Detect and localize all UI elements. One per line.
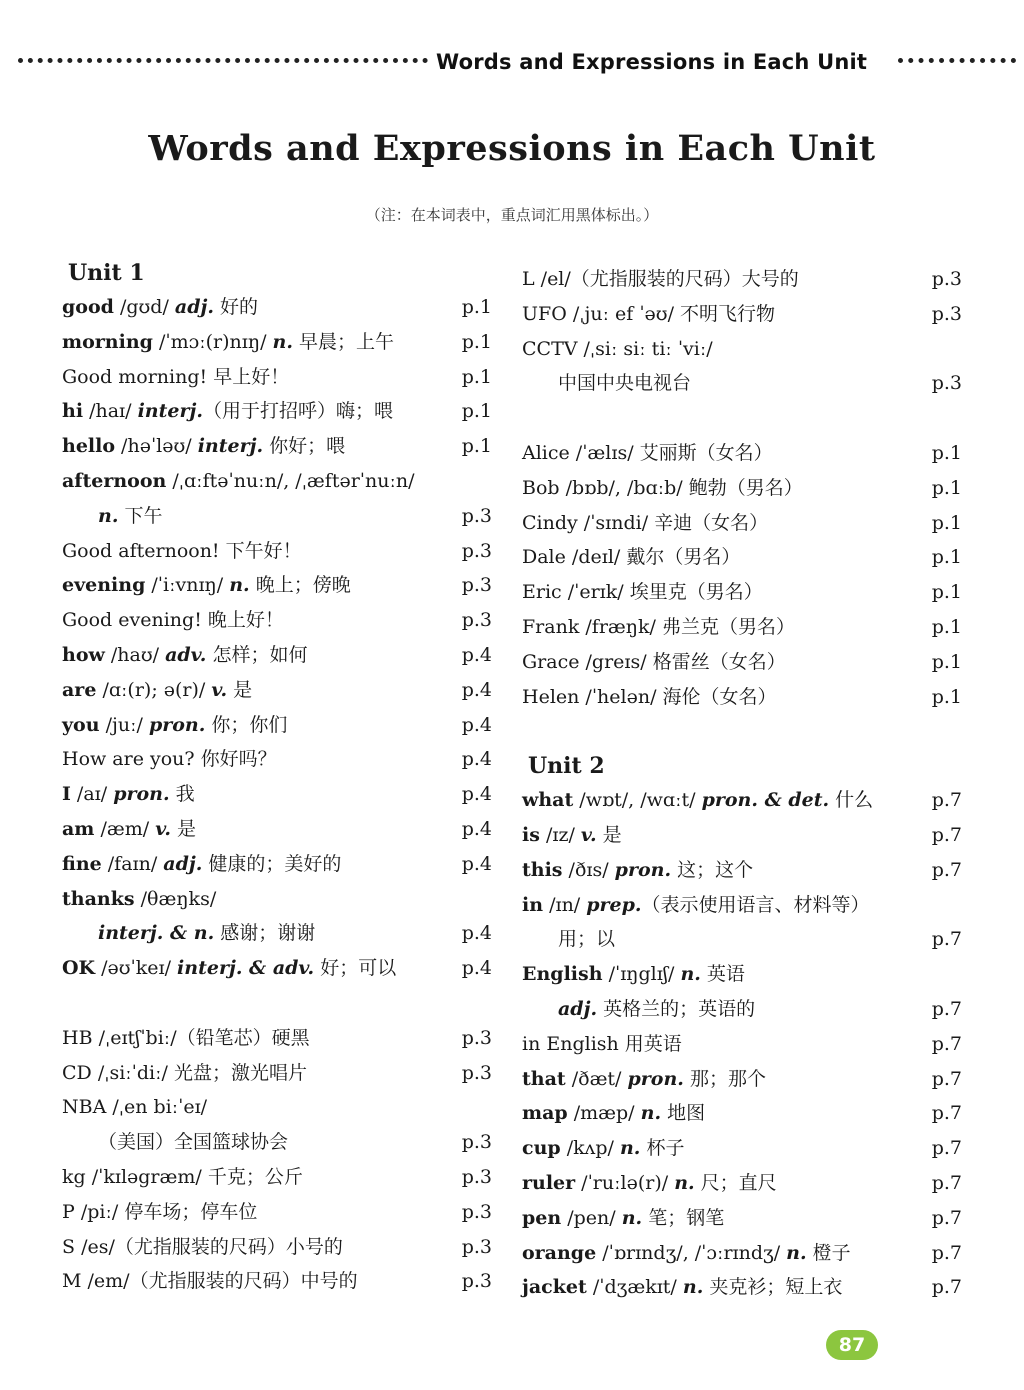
phonetic: /ˌen biːˈeɪ/	[106, 1096, 208, 1119]
page-ref: p.1	[931, 615, 962, 638]
vocab-entry	[62, 394, 492, 429]
vocab-entry	[62, 708, 492, 743]
part-of-speech: pron.	[627, 1067, 684, 1090]
page-ref: p.7	[931, 1032, 962, 1055]
vocab-entry	[522, 262, 962, 297]
page-ref: p.4	[461, 748, 492, 771]
vocab-entry	[522, 853, 962, 888]
headword: in	[522, 893, 544, 916]
vocab-entry	[522, 506, 962, 541]
headword: good	[62, 296, 114, 318]
headword: evening	[62, 574, 146, 597]
headword: Dale	[522, 546, 566, 569]
header-dots-right	[898, 58, 1016, 69]
page-ref: p.1	[931, 650, 962, 673]
vocab-entry	[62, 1230, 492, 1265]
page-ref: p.3	[461, 1131, 492, 1154]
headword: in English	[522, 1032, 619, 1055]
phonetic: /faɪn/	[101, 852, 164, 875]
chinese-meaning: 晚上；傍晚	[249, 574, 351, 597]
headword: Cindy	[522, 511, 578, 534]
part-of-speech: n.	[680, 963, 701, 986]
headword: Grace	[522, 650, 580, 673]
chinese-meaning: 这；这个	[671, 858, 754, 881]
vocab-entry	[62, 568, 492, 603]
page-ref: p.1	[931, 685, 962, 708]
chinese-meaning: 橙子	[806, 1241, 851, 1264]
chinese-meaning: （用于打招呼）嗨；喂	[202, 400, 393, 423]
chinese-meaning: 格雷丝（女名）	[652, 650, 786, 673]
chinese-meaning: （铅笔芯）硬黑	[176, 1026, 310, 1049]
chinese-meaning: 光盘；激光唱片	[173, 1061, 307, 1084]
vocab-entry	[62, 290, 492, 325]
vocab-entry	[522, 1096, 962, 1131]
part-of-speech: n.	[682, 1276, 704, 1299]
page-ref: p.1	[931, 546, 962, 569]
vocab-entry	[62, 360, 492, 395]
part-of-speech: n.	[619, 1137, 641, 1160]
phonetic: /ˈiːvnɪŋ/	[145, 574, 230, 597]
chinese-meaning: 辛迪（女名）	[654, 511, 769, 534]
vocab-entry	[522, 1166, 962, 1201]
unit-heading: Unit 2	[528, 753, 605, 780]
part-of-speech: n.	[621, 1206, 643, 1229]
part-of-speech: adj.	[174, 296, 215, 318]
page-ref: p.3	[931, 372, 962, 395]
vocab-entry	[62, 464, 492, 499]
phonetic: /ɑː(r); ə(r)/	[96, 678, 212, 701]
phonetic: /ˌjuː ef ˈəʊ/	[566, 302, 681, 325]
page-ref: p.7	[931, 789, 962, 812]
chinese-meaning: 那；那个	[683, 1067, 766, 1090]
page-ref: p.4	[461, 643, 492, 666]
chinese-meaning: 中国中央电视台	[558, 372, 692, 395]
headword: Good afternoon!	[62, 539, 220, 562]
headword: English	[522, 963, 603, 986]
headword: UFO	[522, 302, 567, 325]
page-ref: p.4	[461, 957, 492, 980]
part-of-speech: v.	[580, 823, 597, 846]
phonetic: /juː/	[99, 713, 149, 736]
chinese-meaning: 地图	[661, 1102, 706, 1125]
vocab-entry	[522, 540, 962, 575]
spacer	[62, 986, 492, 1021]
vocab-entry	[522, 645, 962, 680]
chinese-meaning: 杯子	[640, 1137, 685, 1160]
headword: Bob	[522, 476, 560, 499]
chinese-meaning: 你好；喂	[263, 435, 346, 458]
phonetic: /ðæt/	[565, 1067, 628, 1090]
vocab-entry	[522, 471, 962, 506]
page-note: （注：在本词表中，重点词汇用黑体标出。）	[365, 206, 659, 224]
phonetic: /aɪ/	[70, 783, 114, 806]
headword: kg	[62, 1165, 86, 1188]
vocab-entry	[62, 1021, 492, 1056]
phonetic: /ˈhelən/	[579, 685, 663, 708]
headword: map	[522, 1102, 568, 1125]
vocab-entry	[62, 325, 492, 360]
chinese-meaning: 你；你们	[205, 713, 288, 736]
chinese-meaning: 晚上好！	[201, 609, 284, 632]
page-number-badge: 87	[826, 1330, 878, 1360]
headword: I	[62, 783, 71, 806]
vocab-entry	[522, 366, 962, 401]
page-ref: p.7	[931, 1137, 962, 1160]
phonetic: /ˌeɪtʃˈbiː/	[92, 1026, 177, 1049]
chinese-meaning: 夹克衫；短上衣	[703, 1276, 843, 1299]
vocab-entry	[522, 436, 962, 471]
headword: M	[62, 1270, 82, 1293]
headword: afternoon	[62, 469, 167, 492]
headword: jacket	[522, 1276, 587, 1299]
vocab-entry	[522, 680, 962, 715]
phonetic: /fræŋk/	[579, 615, 662, 638]
vocab-entry	[522, 575, 962, 610]
chinese-meaning: 感谢；谢谢	[214, 922, 316, 945]
part-of-speech: prep.	[586, 893, 642, 916]
vocab-entry	[62, 1195, 492, 1230]
chinese-meaning: （尤指服装的尺码）中号的	[129, 1270, 358, 1293]
part-of-speech: n.	[786, 1241, 807, 1264]
page-ref: p.3	[461, 1235, 492, 1258]
phonetic: /haɪ/	[83, 400, 138, 423]
headword: cup	[522, 1137, 561, 1160]
page-ref: p.3	[461, 574, 492, 597]
part-of-speech: n.	[640, 1102, 662, 1125]
page-ref: p.7	[931, 1206, 962, 1229]
chinese-meaning: 下午	[118, 504, 163, 527]
vocab-entry	[522, 888, 962, 923]
chinese-meaning: 鲍勃（男名）	[688, 476, 803, 499]
page-ref: p.3	[461, 1270, 492, 1293]
phonetic: /em/	[81, 1270, 130, 1293]
vocab-entry	[62, 812, 492, 847]
phonetic: /haʊ/	[104, 643, 166, 666]
part-of-speech: pron.	[148, 713, 206, 736]
chinese-meaning: 海伦（女名）	[662, 685, 777, 708]
vocab-entry	[522, 1236, 962, 1271]
chinese-meaning: （尤指服装的尺码）大号的	[570, 268, 799, 290]
chinese-meaning: 英格兰的；英语的	[597, 997, 756, 1020]
page-ref: p.4	[461, 852, 492, 875]
running-title: Words and Expressions in Each Unit	[436, 50, 868, 74]
part-of-speech: pron.	[614, 858, 672, 881]
headword: Frank	[522, 615, 580, 638]
page-ref: p.1	[931, 581, 962, 604]
page-ref: p.7	[931, 1276, 962, 1299]
page-ref: p.1	[461, 365, 492, 388]
vocab-entry	[62, 673, 492, 708]
chinese-meaning: 弗兰克（男名）	[661, 615, 795, 638]
headword: OK	[62, 957, 96, 980]
chinese-meaning: 是	[596, 823, 622, 846]
chinese-meaning: （尤指服装的尺码）小号的	[114, 1235, 343, 1258]
headword: CD	[62, 1061, 92, 1084]
page-ref: p.4	[461, 678, 492, 701]
part-of-speech: adj.	[163, 852, 203, 875]
chinese-meaning: 千克；公斤	[207, 1165, 303, 1188]
page-ref: p.1	[931, 441, 962, 464]
vocab-entry	[522, 1270, 962, 1305]
chinese-meaning: 用英语	[618, 1032, 682, 1055]
headword: Good morning!	[62, 365, 208, 388]
page-ref: p.3	[461, 609, 492, 632]
vocab-entry	[522, 1027, 962, 1062]
vocab-entry	[62, 882, 492, 917]
page-ref: p.1	[461, 400, 492, 423]
chinese-meaning: 怎样；如何	[206, 643, 308, 666]
vocab-entry	[522, 992, 962, 1027]
chinese-meaning: 好的	[214, 296, 259, 318]
vocab-entry	[522, 610, 962, 645]
chinese-meaning: 下午好！	[219, 539, 302, 562]
phonetic: /deɪl/	[565, 546, 627, 569]
part-of-speech: adj.	[558, 997, 598, 1020]
page-ref: p.1	[461, 435, 492, 458]
part-of-speech: adv.	[165, 643, 207, 666]
vocab-entry	[522, 1062, 962, 1097]
part-of-speech: n.	[98, 504, 119, 527]
vocab-entry	[522, 783, 962, 818]
page-ref: p.7	[931, 1171, 962, 1194]
vocab-entry	[62, 777, 492, 812]
chinese-meaning: 尺；直尺	[694, 1171, 777, 1194]
headword: pen	[522, 1206, 562, 1229]
page-ref: p.3	[461, 504, 492, 527]
chinese-meaning: 笔；钢笔	[642, 1206, 725, 1229]
phonetic: /ɪn/	[543, 893, 587, 916]
page-ref: p.3	[461, 1200, 492, 1223]
page-ref: p.4	[461, 783, 492, 806]
phonetic: /θæŋks/	[134, 887, 217, 910]
headword: ruler	[522, 1171, 576, 1194]
vocab-entry	[522, 957, 962, 992]
chinese-meaning: 是	[170, 817, 196, 840]
phonetic: /ˈɪŋglɪʃ/	[602, 963, 681, 986]
page-ref: p.1	[461, 330, 492, 353]
phonetic: /ˌɑːftəˈnuːn/, /ˌæftərˈnuːn/	[166, 469, 415, 492]
page-ref: p.3	[931, 302, 962, 325]
vocab-entry	[62, 742, 492, 777]
phonetic: /bɒb/, /bɑːb/	[559, 476, 689, 499]
chinese-meaning: 是	[227, 678, 253, 701]
chinese-meaning: 什么	[829, 789, 874, 812]
spacer	[522, 401, 962, 436]
chinese-meaning: 艾丽斯（女名）	[639, 441, 773, 464]
part-of-speech: pron. & det.	[701, 789, 830, 812]
headword: Helen	[522, 685, 580, 708]
headword: fine	[62, 852, 102, 875]
vocab-entry	[62, 499, 492, 534]
page-title: Words and Expressions in Each Unit	[148, 128, 876, 169]
page-ref: p.7	[931, 1241, 962, 1264]
headword: are	[62, 678, 97, 701]
headword: Eric	[522, 581, 562, 604]
page-ref: p.3	[461, 1061, 492, 1084]
headword: orange	[522, 1241, 597, 1264]
headword: what	[522, 789, 574, 812]
part-of-speech: v.	[211, 678, 228, 701]
page-ref: p.7	[931, 928, 962, 951]
phonetic: /ˌsiː siː tiː ˈviː/	[577, 337, 713, 360]
part-of-speech: n.	[674, 1171, 695, 1194]
headword: HB	[62, 1026, 93, 1049]
phonetic: /ɪz/	[539, 823, 581, 846]
headword: is	[522, 823, 540, 846]
vocab-entry	[62, 1264, 492, 1299]
phonetic: /ˈmɔː(r)nɪŋ/	[152, 330, 273, 353]
headword: CCTV	[522, 337, 578, 360]
headword: hi	[62, 400, 84, 423]
chinese-meaning: 你好吗？	[194, 748, 277, 771]
vocab-entry	[62, 951, 492, 986]
vocab-entry	[62, 1160, 492, 1195]
phonetic: /mæp/	[567, 1102, 641, 1125]
part-of-speech: interj. & adv.	[177, 957, 315, 980]
phonetic: /greɪs/	[579, 650, 653, 673]
part-of-speech: v.	[155, 817, 171, 840]
spacer	[522, 714, 962, 749]
phonetic: /wɒt/, /wɑːt/	[573, 789, 702, 812]
page-ref: p.7	[931, 997, 962, 1020]
phonetic: /es/	[75, 1235, 115, 1258]
phonetic: /ˈerɪk/	[561, 581, 630, 604]
page-ref: p.3	[461, 539, 492, 562]
page-ref: p.3	[461, 1026, 492, 1049]
chinese-meaning: 早上好！	[207, 365, 290, 388]
page-ref: p.1	[931, 476, 962, 499]
vocab-entry	[62, 847, 492, 882]
chinese-meaning: 用；以	[558, 928, 616, 951]
header-dots-left	[18, 58, 428, 69]
phonetic: /ðɪs/	[562, 858, 615, 881]
vocab-entry	[62, 916, 492, 951]
chinese-meaning: 停车场；停车位	[124, 1200, 258, 1223]
page-ref: p.1	[931, 511, 962, 534]
phonetic: /həˈləʊ/	[115, 435, 198, 458]
headword: you	[62, 713, 100, 736]
vocab-entry	[522, 332, 962, 367]
vocab-entry	[62, 1056, 492, 1091]
running-header	[18, 50, 1018, 80]
vocab-entry	[522, 922, 962, 957]
chinese-meaning: 埃里克（男名）	[629, 581, 763, 604]
phonetic: /əʊˈkeɪ/	[95, 957, 178, 980]
phonetic: /ˈruːlə(r)/	[575, 1171, 675, 1194]
phonetic: /ˈɒrɪndʒ/, /ˈɔːrɪndʒ/	[596, 1241, 787, 1264]
page-ref: p.4	[461, 817, 492, 840]
phonetic: /gʊd/	[113, 296, 175, 318]
part-of-speech: pron.	[113, 783, 170, 806]
page-ref: p.7	[931, 823, 962, 846]
headword: am	[62, 817, 95, 840]
chinese-meaning: （美国）全国篮球协会	[98, 1131, 289, 1154]
chinese-meaning: （表示使用语言、材料等）	[641, 893, 870, 916]
chinese-meaning: 不明飞行物	[680, 302, 776, 325]
headword: P	[62, 1200, 75, 1223]
phonetic: /æm/	[94, 817, 156, 840]
vocab-entry	[62, 1125, 492, 1160]
vocab-entry	[522, 1201, 962, 1236]
headword: Good evening!	[62, 609, 202, 632]
phonetic: /ˈsɪndi/	[577, 511, 655, 534]
unit-heading: Unit 1	[68, 260, 145, 286]
vocab-entry	[522, 297, 962, 332]
headword: S	[62, 1235, 76, 1258]
vocab-entry	[522, 818, 962, 853]
headword: NBA	[62, 1096, 107, 1119]
chinese-meaning: 我	[169, 783, 195, 806]
part-of-speech: interj. & n.	[98, 922, 215, 945]
headword: that	[522, 1067, 566, 1090]
phonetic: /pen/	[561, 1206, 622, 1229]
vocab-entry	[522, 1131, 962, 1166]
headword: Alice	[522, 441, 570, 464]
phonetic: /ˌsiːˈdiː/	[91, 1061, 174, 1084]
part-of-speech: interj.	[137, 400, 203, 423]
left-column	[62, 256, 492, 1299]
headword: hello	[62, 435, 116, 458]
phonetic: /piː/	[74, 1200, 125, 1223]
chinese-meaning: 戴尔（男名）	[626, 546, 741, 569]
headword: morning	[62, 330, 153, 353]
chinese-meaning: 早晨；上午	[292, 330, 395, 353]
part-of-speech: n.	[272, 330, 293, 353]
page-ref: p.7	[931, 1067, 962, 1090]
headword: thanks	[62, 887, 135, 910]
vocab-entry	[62, 429, 492, 464]
part-of-speech: n.	[229, 574, 250, 597]
vocab-entry	[62, 1090, 492, 1125]
phonetic: /kʌp/	[560, 1137, 620, 1160]
phonetic: /ˈkɪləgræm/	[85, 1165, 208, 1188]
headword: L	[522, 268, 535, 290]
phonetic: /el/	[534, 268, 571, 290]
chinese-meaning: 健康的；美好的	[202, 852, 342, 875]
page-ref: p.1	[461, 296, 492, 318]
headword: how	[62, 643, 105, 666]
page-ref: p.7	[931, 858, 962, 881]
right-column	[522, 262, 962, 1305]
phonetic: /ˈdʒækɪt/	[586, 1276, 683, 1299]
page-ref: p.3	[931, 268, 962, 290]
chinese-meaning: 英语	[700, 963, 745, 986]
chinese-meaning: 好；可以	[314, 957, 397, 980]
page-ref: p.3	[461, 1165, 492, 1188]
page-ref: p.7	[931, 1102, 962, 1125]
page-ref: p.4	[461, 922, 492, 945]
headword: this	[522, 858, 563, 881]
vocab-entry	[62, 534, 492, 569]
headword: How are you?	[62, 748, 195, 771]
phonetic: /ˈælɪs/	[569, 441, 640, 464]
vocab-entry	[62, 638, 492, 673]
page-ref: p.4	[461, 713, 492, 736]
vocab-entry	[62, 603, 492, 638]
part-of-speech: interj.	[197, 435, 264, 458]
